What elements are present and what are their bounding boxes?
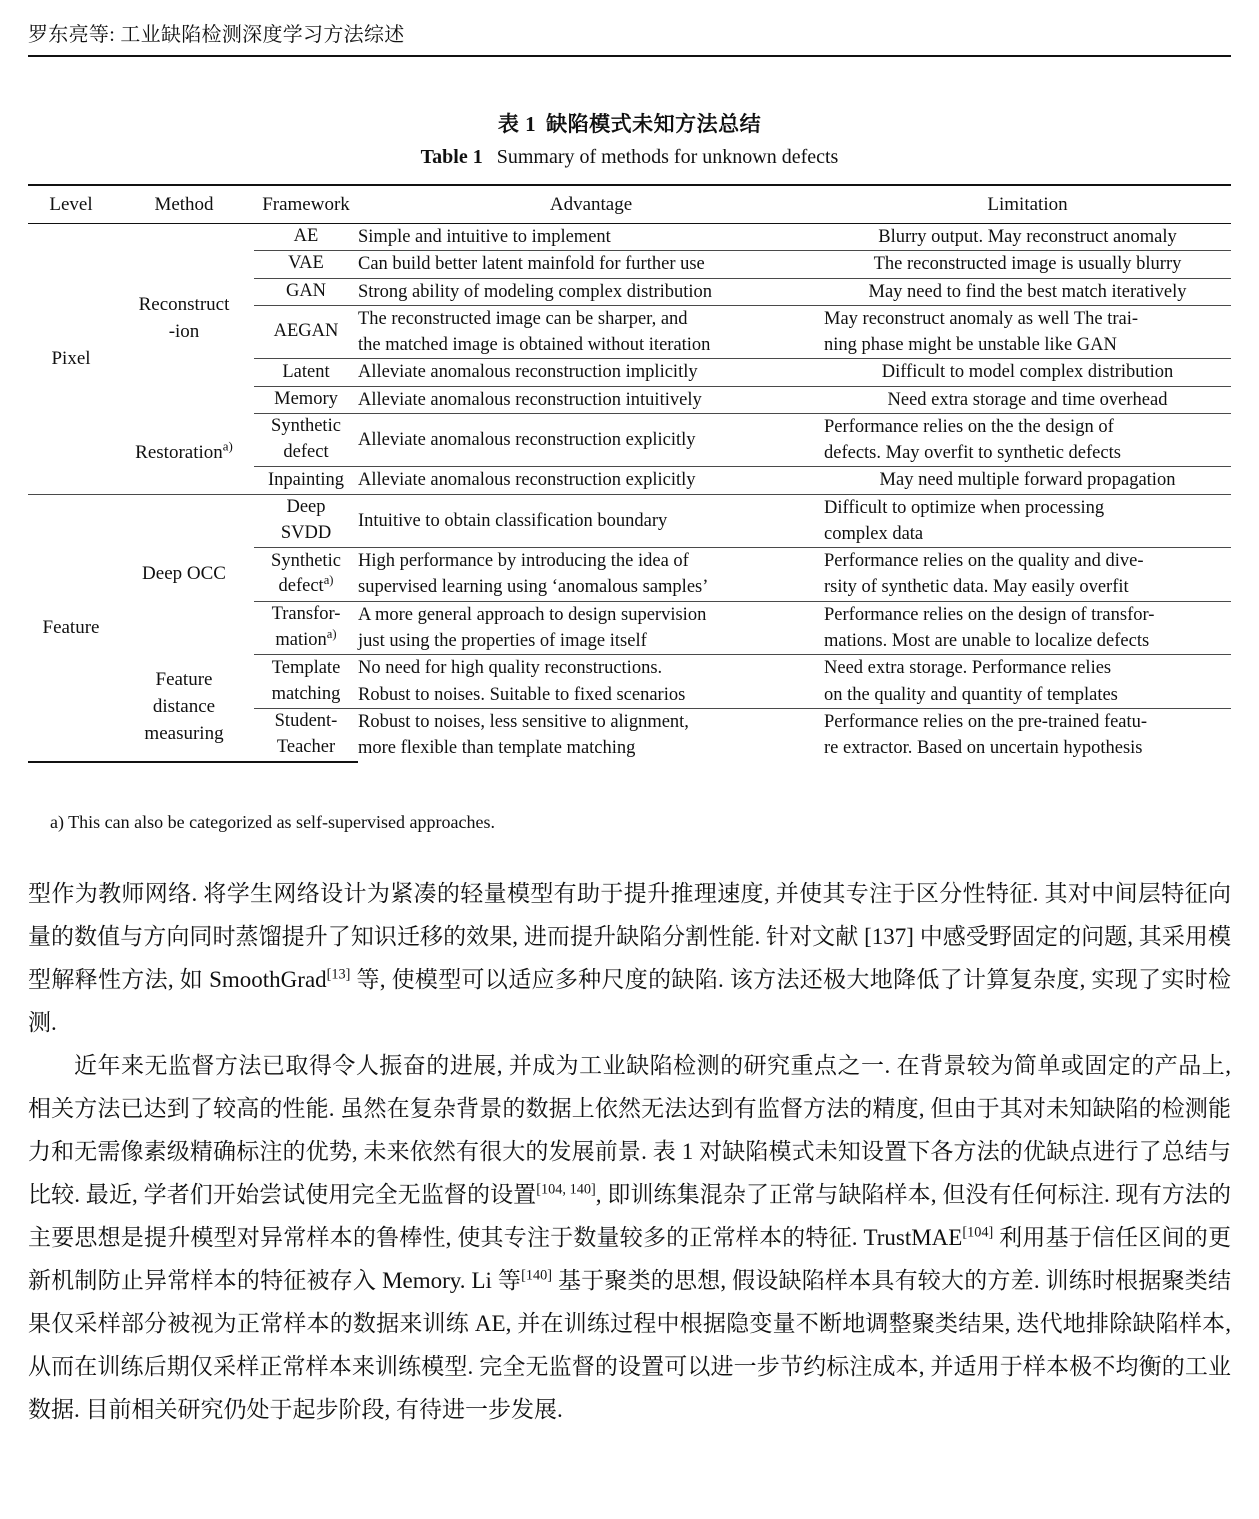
column-header-level: Level [49,193,93,215]
column-header-limitation: Limitation [987,193,1068,215]
footnote-marker-a: a) [323,573,334,588]
table-caption-chinese [0,108,1259,138]
framework-cell: Inpainting [267,469,345,490]
paragraph-2-part-d: 基于聚类的思想, 假设缺陷样本具有较大的方差. 训练时根据聚类结果仅采样部分被视为正常样本的数据来训练 AE, 并在训练过程中根据隐变量不断地调整聚类结果, 迭代地排除缺陷样本, 从而在训练后期仅采样正常样本来训练模型. 完全无监督的设置可以进一步节约标注成本, 并适用于样本极不均衡的工业数据. 目前相关研究仍处于起步阶段, 有待进一步发展. [28,1268,1232,1422]
method-cell: Reconstruct -ion [138,293,230,342]
paragraph-1-part-a: 型作为教师网络. 将学生网络设计为紧凑的轻量模型有助于提升推理速度, 并使其专注于区分性特征. 其对中间层特征向量的数值与方向同时蒸馏提升了知识迁移的效果, 进而提升缺陷分割性能. 针对文献 [137] 中感受野固定的问题, 其采用模型解释性方法, 如 SmoothGrad [28,881,1231,992]
footnote-marker-a: a) [326,626,337,641]
framework-cell: Memory [274,388,338,409]
method-cell: Deep OCC [142,563,226,585]
summary-table [28,184,1231,763]
advantage-cell: High performance by introducing the idea of supervised learning using ‘anomalous samples’ [358,551,709,598]
limitation-cell: Performance relies on the design of transfor- mations. Most are unable to localize defects [824,604,1155,651]
paragraph-1 [28,872,1231,1044]
table-footnote: a) This can also be categorized as self-supervised approaches. [50,812,495,832]
framework-cell: Synthetic defect [271,416,341,463]
table-row [28,495,1231,548]
framework-cell: VAE [288,253,324,274]
advantage-cell: Alleviate anomalous reconstruction implicitly [358,362,698,383]
citation-140: [140] [521,1267,552,1284]
framework-cell: Deep SVDD [280,497,332,543]
table-caption-cn-number: 表 1 [497,112,537,136]
level-cell: Feature [42,616,100,638]
advantage-cell: Alleviate anomalous reconstruction explicitly [358,429,696,450]
method-cell: Restoration$^{a)}$ [135,438,233,464]
framework-cell: Transfor- mation$^{a)}$ [271,604,341,650]
advantage-cell: The reconstructed image can be sharper, and the matched image is obtained without iteration [358,308,711,356]
citation-104-140: [104, 140] [536,1181,596,1198]
rule-segment [28,762,358,763]
footnote-marker-a: a) [222,438,233,454]
framework-cell: GAN [285,280,327,301]
limitation-cell: Performance relies on the the design of defects. May overfit to synthetic defects [824,416,1121,464]
advantage-cell: Alleviate anomalous reconstruction explicitly [358,470,696,491]
column-header-advantage: Advantage [549,193,633,215]
table-row [28,414,1231,467]
limitation-cell: Performance relies on the quality and dive- rsity of synthetic data. May easily overfit [824,551,1144,598]
limitation-cell: Blurry output. May reconstruct anomaly [878,227,1177,247]
column-header-framework: Framework [262,193,350,215]
body-text [28,872,1231,1431]
limitation-cell: Difficult to model complex distribution [881,362,1174,383]
paragraph-2 [28,1044,1231,1431]
advantage-cell: Can build better latent mainfold for further use [358,254,705,275]
framework-cell: AE [293,226,319,247]
table-row [28,224,1231,251]
advantage-cell: Alleviate anomalous reconstruction intuitively [358,389,702,410]
advantage-cell: A more general approach to design supervision just using the properties of image itself [358,604,707,651]
advantage-cell: Intuitive to obtain classification boundary [358,510,668,531]
limitation-cell: Need extra storage. Performance relies on the quality and quantity of templates [824,658,1118,705]
advantage-cell: Simple and intuitive to implement [358,227,611,247]
running-head-rule [28,55,1231,57]
framework-cell: Synthetic defect$^{a)}$ [271,550,341,597]
paragraph-1-part-b: 等, 使模型可以适应多种尺度的缺陷. 该方法还极大地降低了计算复杂度, 实现了实时检测. [28,967,1231,1035]
limitation-cell: The reconstructed image is usually blurry [873,254,1182,275]
table-caption-en-title: Summary of methods for unknown defects [496,146,839,168]
framework-cell: Template matching [271,657,341,704]
level-cell: Pixel [51,347,91,369]
citation-104: [104] [962,1224,994,1241]
limitation-cell: Difficult to optimize when processing complex data [824,497,1105,544]
limitation-cell: May need to find the best match iteratively [868,281,1187,302]
table-caption-cn-title: 缺陷模式未知方法总结 [546,112,762,136]
paragraph-2-part-a: 近年来无监督方法已取得令人振奋的进展, 并成为工业缺陷检测的研究重点之一. 在背景较为简单或固定的产品上, 相关方法已达到了较高的性能. 虽然在复杂背景的数据上依然无法达到有监督方法的精度, 但由于其对未知缺陷的检测能力和无需像素级精确标注的优势, 未来依然有很大的发展前景. 表 1 对缺陷模式未知设置下各方法的优缺点进行了总结与比较. 最近, 学者们开始尝试使用完全无监督的设置 [28,1053,1231,1207]
table-caption-en-number: Table 1 [420,146,483,168]
limitation-cell: Performance relies on the pre-trained featu- re extractor. Based on uncertain hypothesis [824,711,1148,759]
framework-cell: Latent [282,361,330,382]
advantage-cell: Robust to noises, less sensitive to alignment, more flexible than template matching [358,711,689,759]
limitation-cell: May need multiple forward propagation [879,470,1176,491]
advantage-cell: No need for high quality reconstructions. Robust to noises. Suitable to fixed scenarios [358,658,686,705]
advantage-cell: Strong ability of modeling complex distribution [358,281,713,302]
limitation-cell: May reconstruct anomaly as well The trai- ning phase might be unstable like GAN [824,308,1139,356]
column-header-method: Method [154,193,214,215]
citation-13: [13] [326,966,351,983]
framework-cell: AEGAN [273,321,339,342]
paragraph-2-part-c: 利用基于信任区间的更新机制防止异常样本的特征被存入 Memory. Li 等 [28,1225,1231,1293]
running-head: 罗东亮等: 工业缺陷检测深度学习方法综述 [28,24,405,46]
summary-table-wrapper [28,184,1231,763]
limitation-cell: Need extra storage and time overhead [887,389,1168,410]
table-bottom-rule [28,762,1231,763]
paragraph-2-part-b: , 即训练集混杂了正常与缺陷样本, 但没有任何标注. 现有方法的主要思想是提升模型对异常样本的鲁棒性, 使其专注于数量较多的正常样本的特征. TrustMAE [28,1182,1232,1250]
table-row [28,655,1231,708]
table-caption-english [0,146,1259,169]
table-header-row [28,185,1231,224]
method-cell: Feature distance measuring [144,669,224,745]
framework-cell: Student- Teacher [274,710,338,757]
